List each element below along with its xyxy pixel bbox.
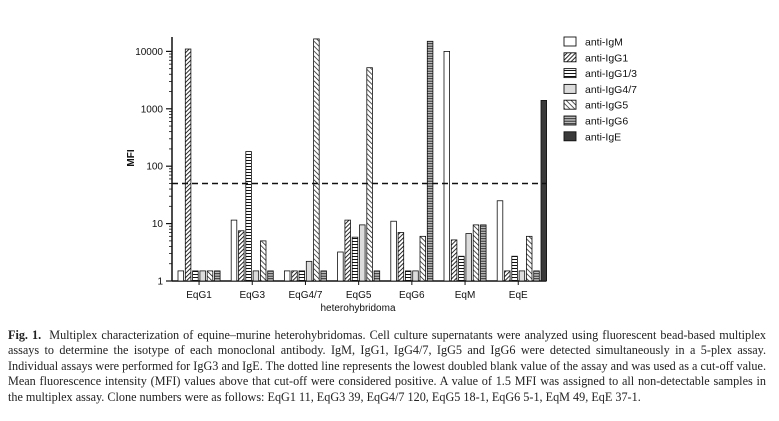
figure-caption <box>8 328 766 405</box>
bar <box>526 236 532 281</box>
bars <box>178 39 547 281</box>
legend-label: anti-IgG4/7 <box>585 83 637 96</box>
caption-text: Multiplex characterization of equine–murine heterohybridomas. Cell culture supernatants were analyzed using fluorescent bead-based multiplex assays to determine the isotype of each monoclonal antibody. IgM, IgG1, IgG4/7, IgG5 and IgG6 were detected simultaneously in a 5-plex assay. Individual assays were performed for IgG3 and IgE. The dotted line represents the lowest doubled blank value of the assay and was used as a cut-off value. Mean fluorescence intensity (MFI) values above that cut-off were considered positive. A value of 1.5 MFI was assigned to all non-detectable samples in the multiplex assay. Clone numbers were as follows: EqG1 11, EqG3 39, EqG4/7 120, EqG5 18-1, EqG6 5-1, EqM 49, EqE 37-1. <box>8 328 766 404</box>
bar <box>444 51 450 281</box>
bar <box>360 225 366 281</box>
legend-swatch <box>564 116 576 125</box>
bar <box>239 231 245 281</box>
bar <box>321 271 327 281</box>
y-tick-label: 10000 <box>135 46 163 58</box>
bar <box>345 220 351 281</box>
bar <box>367 68 373 281</box>
legend-label: anti-IgG1/3 <box>585 68 637 81</box>
bar <box>505 271 511 281</box>
legend-swatch <box>564 84 576 93</box>
figure-label: Fig. 1. <box>8 328 42 342</box>
y-tick-label: 1 <box>157 276 163 288</box>
bar <box>427 41 433 281</box>
bar <box>207 271 213 281</box>
bar <box>519 271 525 281</box>
bar <box>466 234 472 281</box>
bar <box>292 271 298 281</box>
y-tick-label: 1000 <box>140 104 163 116</box>
legend-label: anti-IgM <box>585 36 623 49</box>
bar <box>284 271 290 281</box>
bar <box>268 271 274 281</box>
y-tick-label: 100 <box>146 161 163 173</box>
x-tick-label: EqG4/7 <box>288 290 323 301</box>
bar <box>481 225 487 281</box>
legend-label: anti-IgE <box>585 131 622 144</box>
x-tick-label: EqE <box>508 290 528 301</box>
bar <box>231 220 237 281</box>
x-tick-label: EqG1 <box>186 290 212 301</box>
legend <box>564 37 637 144</box>
legend-label: anti-IgG5 <box>585 99 629 112</box>
bar <box>299 271 305 281</box>
bar <box>193 271 199 281</box>
bar <box>473 225 479 281</box>
x-tick-label: EqG6 <box>399 290 425 301</box>
legend-swatch <box>564 37 576 46</box>
legend-label: anti-IgG6 <box>585 115 629 128</box>
bar <box>246 152 252 281</box>
y-tick-label: 10 <box>151 219 163 231</box>
legend-swatch <box>564 132 576 141</box>
x-tick-label: EqM <box>454 290 476 301</box>
legend-swatch <box>564 100 576 109</box>
x-tick-label: EqG5 <box>345 290 372 301</box>
bar <box>413 271 419 281</box>
bar <box>420 236 426 281</box>
bar <box>306 261 312 281</box>
bar <box>398 232 404 281</box>
bar <box>352 237 358 281</box>
bar <box>178 271 184 281</box>
bar <box>541 100 547 281</box>
bar <box>374 271 380 281</box>
bar <box>459 256 465 281</box>
bar <box>260 241 266 281</box>
x-tick-label: EqG3 <box>239 290 266 301</box>
bar <box>451 240 457 281</box>
bar <box>314 39 320 281</box>
bar <box>391 221 397 281</box>
bar <box>200 271 206 281</box>
legend-label: anti-IgG1 <box>585 52 629 65</box>
legend-swatch <box>564 53 576 62</box>
y-axis <box>135 37 172 288</box>
y-axis-label: MFI <box>126 149 137 167</box>
bar <box>253 271 259 281</box>
bar <box>185 49 191 281</box>
bar <box>215 271 221 281</box>
x-axis-label: heterohybridoma <box>320 303 396 314</box>
bar <box>512 256 518 281</box>
legend-swatch <box>564 69 576 78</box>
bar <box>534 271 540 281</box>
bar <box>405 271 411 281</box>
bar <box>338 252 344 281</box>
bar <box>497 201 503 281</box>
x-axis <box>172 281 546 301</box>
